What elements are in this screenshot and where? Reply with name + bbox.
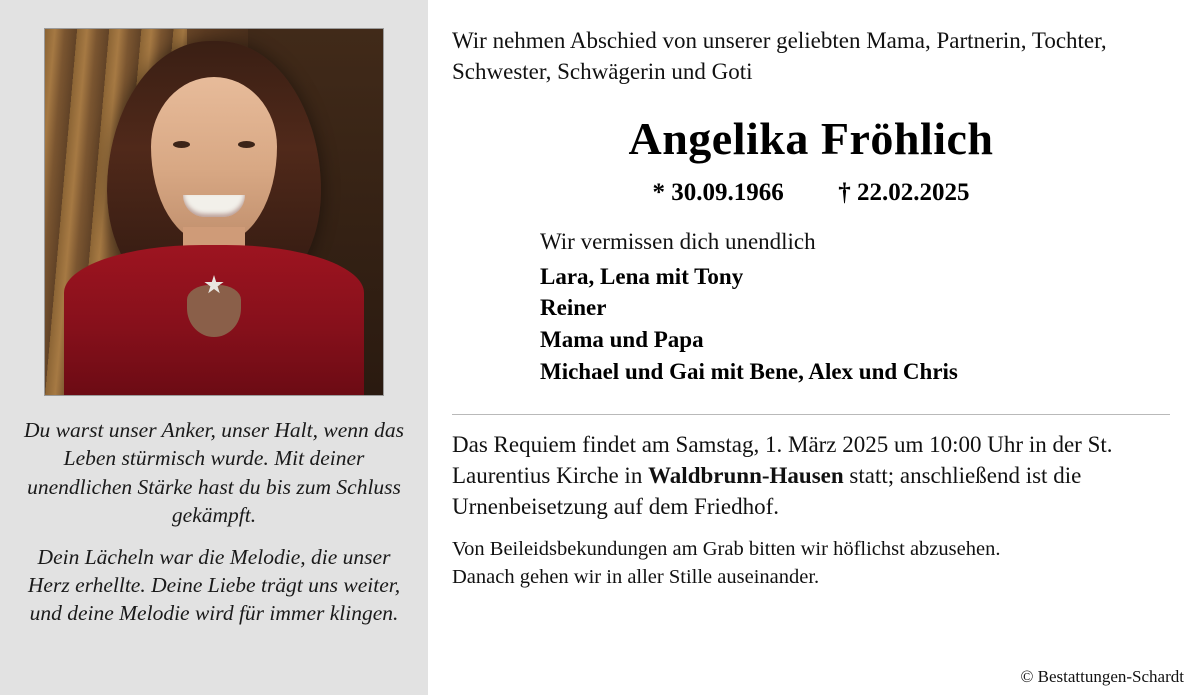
portrait-eye-right xyxy=(238,141,255,148)
requiem-text-part2: statt; anschließend ist die Urnenbeisetzung auf dem Friedhof. xyxy=(452,462,1082,520)
death-cross-icon: † xyxy=(838,178,851,206)
text-column xyxy=(428,0,1200,695)
divider xyxy=(452,414,1170,415)
closing-line-2: Danach gehen wir in aller Stille auseinander. xyxy=(452,565,820,588)
requiem-location: Waldbrunn-Hausen xyxy=(648,462,844,488)
portrait-photo xyxy=(44,28,384,396)
memorial-poem xyxy=(14,416,414,628)
family-member-line: Reiner xyxy=(540,295,607,321)
poem-stanza-2: Dein Lächeln war die Melodie, die unser Herz erhellte. Deine Liebe trägt uns weiter, und deine Melodie wird für immer klingen. xyxy=(27,544,401,626)
publisher-credit: © Bestattungen-Schardt xyxy=(1020,667,1184,686)
family-member-line: Mama und Papa xyxy=(540,327,704,353)
family-member-line: Lara, Lena mit Tony xyxy=(540,263,744,289)
intro-text: Wir nehmen Abschied von unserer geliebten Mama, Partnerin, Tochter, Schwester, Schwägerin und Goti xyxy=(452,28,1107,84)
portrait-eye-left xyxy=(173,141,190,148)
poem-stanza-1: Du warst unser Anker, unser Halt, wenn das Leben stürmisch wurde. Mit deiner unendlichen Stärke hast du bis zum Schluss gekämpft. xyxy=(23,418,405,528)
life-dates xyxy=(452,179,1170,207)
death-date: 22.02.2025 xyxy=(857,178,970,206)
birth-symbol: * xyxy=(652,178,665,206)
missing-line: Wir vermissen dich unendlich xyxy=(540,228,816,254)
portrait-column xyxy=(0,0,428,695)
requiem-text-part1: Das Requiem findet am Samstag, 1. März 2025 um 10:00 Uhr in der St. Laurentius Kirche in xyxy=(452,431,1113,488)
requiem-info xyxy=(452,429,1170,523)
family-list xyxy=(452,261,1170,388)
deceased-name: Angelika Fröhlich xyxy=(628,112,994,164)
closing-line-1: Von Beileidsbekundungen am Grab bitten wir höflichst abzusehen. xyxy=(452,538,1001,561)
closing-note xyxy=(452,536,1170,591)
family-member-line: Michael und Gai mit Bene, Alex und Chris xyxy=(540,358,958,384)
birth-date: 30.09.1966 xyxy=(671,178,784,206)
